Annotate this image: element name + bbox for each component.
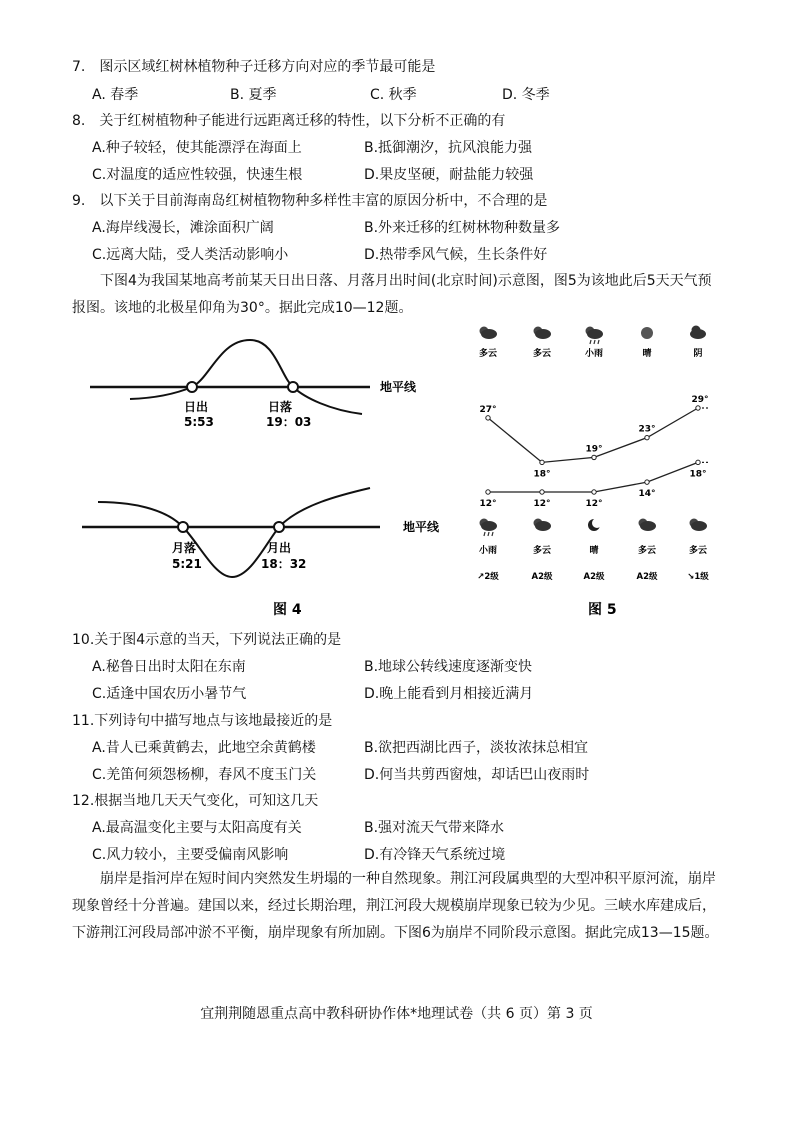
night-weather-label-4: 多云 [637, 546, 657, 556]
day-weather-icon-3 [586, 327, 604, 345]
q7-stem: 7. 图示区域红树林植物种子迁移方向对应的季节最可能是 [72, 59, 436, 75]
figure-4-caption: 图 4 [273, 602, 302, 618]
q10-option-d: D.晚上能看到月相接近满月 [364, 686, 534, 702]
q7-option-b: B. 夏季 [230, 87, 277, 103]
high-temp-label-1: 27° [479, 404, 497, 415]
night-weather-icon-2 [534, 519, 552, 532]
q11-stem: 11.下列诗句中描写地点与该地最接近的是 [72, 713, 333, 729]
high-temp-point-3 [592, 455, 596, 459]
q8-option-d: D.果皮坚硬，耐盐能力较强 [364, 167, 534, 183]
low-temp-point-4 [645, 480, 649, 484]
figure-5 [460, 320, 730, 620]
q7-option-d: D. 冬季 [502, 87, 550, 103]
moonrise-label: 月出 [267, 541, 292, 555]
night-weather-icon-5 [690, 519, 708, 532]
night-weather-label-3: 晴 [589, 546, 599, 556]
q8-option-b: B.抵御潮汐，抗风浪能力强 [364, 140, 533, 156]
q8-stem: 8. 关于红树植物种子能进行远距离迁移的特性，以下分析不正确的有 [72, 113, 506, 129]
day-weather-icon-5 [690, 326, 706, 340]
q9-option-a: A.海岸线漫长，滩涂面积广阔 [92, 220, 274, 236]
page-footer: 宜荆荆随恩重点高中教科研协作体*地理试卷（共 6 页）第 3 页 [200, 1006, 593, 1022]
moonrise-time: 18：32 [261, 557, 307, 571]
moonrise-point [274, 522, 284, 532]
q11-option-c: C.羌笛何须怨杨柳，春风不度玉门关 [92, 767, 317, 783]
wind-label-1: ↗2级 [477, 572, 499, 582]
high-temp-point-4 [645, 435, 649, 439]
low-temp-label-2: 12° [533, 499, 551, 509]
q12-option-c: C.风力较小，主要受偏南风影响 [92, 847, 289, 863]
night-weather-icon-4 [639, 519, 657, 532]
intro-10-12: 下图4为我国某地高考前某天日出日落、月落月出时间(北京时间)示意图，图5为该地此后5天天气预报图。该地的北极星仰角为30°。据此完成10—12题。 [72, 273, 712, 316]
night-weather-label-1: 小雨 [478, 546, 498, 556]
wind-label-2: A2级 [531, 572, 553, 582]
q7-option-a: A. 春季 [92, 87, 139, 103]
q8-option-a: A.种子较轻，使其能漂浮在海面上 [92, 140, 302, 156]
q9-option-b: B.外来迁移的红树林物种数量多 [364, 220, 561, 236]
day-weather-icon-1 [480, 327, 498, 340]
day-weather-icon-2 [534, 327, 552, 340]
sun-horizon-label: 地平线 [380, 380, 417, 394]
low-temp-point-5 [696, 460, 700, 464]
sun-path-curve [130, 340, 362, 414]
q7-option-c: C. 秋季 [370, 87, 417, 103]
low-temp-line [488, 462, 698, 492]
q10-stem: 10.关于图4示意的当天，下列说法正确的是 [72, 632, 342, 648]
day-weather-label-5: 阴 [693, 349, 703, 359]
night-weather-label-5: 多云 [688, 546, 708, 556]
q11-option-d: D.何当共剪西窗烛，却话巴山夜雨时 [364, 767, 590, 783]
high-temp-label-4: 23° [638, 424, 656, 435]
sunrise-label: 日出 [184, 400, 209, 414]
night-weather-icon-1 [480, 519, 498, 537]
q10-option-a: A.秘鲁日出时太阳在东南 [92, 659, 246, 675]
q10-option-c: C.适逢中国农历小暑节气 [92, 686, 247, 702]
low-temp-label-5: 18° [689, 469, 707, 480]
wind-label-4: A2级 [636, 572, 658, 582]
low-temp-point-3 [592, 490, 596, 494]
q9-stem: 9. 以下关于目前海南岛红树植物物种多样性丰富的原因分析中，不合理的是 [72, 193, 548, 209]
low-temp-label-4: 14° [638, 489, 656, 500]
intro-13-15: 崩岸是指河岸在短时间内突然发生坍塌的一种自然现象。荆江河段属典型的大型冲积平原河流，崩岸现象曾经十分普遍。建国以来，经过长期治理，荆江河段大规模崩岸现象已较为少见。三峡水库建成后，下游荆江河段局部冲淤不平衡，崩岸现象有所加剧。下图6为崩岸不同阶段示意图。据此完成13—15题。 [72, 871, 719, 941]
wind-label-3: A2级 [583, 572, 605, 582]
day-weather-label-4: 晴 [642, 349, 652, 359]
low-temp-label-1: 12° [479, 499, 497, 509]
high-temp-label-3: 19° [585, 444, 603, 455]
low-temp-label-3: 12° [585, 499, 603, 509]
wind-label-5: ↘1级 [687, 572, 709, 582]
high-temp-point-5 [696, 406, 700, 410]
sunset-label: 日落 [268, 400, 293, 414]
low-temp-point-1 [486, 490, 490, 494]
q11-option-b: B.欲把西湖比西子，淡妆浓抹总相宜 [364, 740, 589, 756]
sunset-point [288, 382, 298, 392]
high-temp-label-2: 18° [533, 469, 551, 480]
figure-5-caption: 图 5 [588, 602, 617, 618]
moon-path-curve [98, 488, 370, 577]
night-weather-label-2: 多云 [532, 546, 552, 556]
day-weather-label-2: 多云 [532, 349, 552, 359]
q10-option-b: B.地球公转线速度逐渐变快 [364, 659, 533, 675]
day-weather-label-3: 小雨 [584, 349, 604, 359]
q9-option-c: C.远离大陆，受人类活动影响小 [92, 247, 289, 263]
moonset-time: 5:21 [172, 557, 202, 571]
high-temp-point-2 [540, 460, 544, 464]
moonset-label: 月落 [172, 541, 197, 555]
night-weather-icon-3 [588, 518, 602, 531]
high-temp-label-5: 29° [691, 395, 709, 405]
q11-option-a: A.昔人已乘黄鹤去，此地空余黄鹤楼 [92, 740, 316, 756]
sunrise-time: 5:53 [184, 415, 214, 429]
q8-option-c: C.对温度的适应性较强，快速生根 [92, 167, 303, 183]
sunrise-point [187, 382, 197, 392]
q12-option-d: D.有冷锋天气系统过境 [364, 847, 506, 863]
q12-option-a: A.最高温变化主要与太阳高度有关 [92, 820, 302, 836]
high-temp-point-1 [486, 416, 490, 420]
sunset-time: 19：03 [266, 415, 312, 429]
q12-stem: 12.根据当地几天天气变化，可知这几天 [72, 793, 319, 809]
moonset-point [178, 522, 188, 532]
figure-4 [70, 320, 460, 620]
q12-option-b: B.强对流天气带来降水 [364, 820, 505, 836]
day-weather-icon-4 [641, 327, 653, 339]
low-temp-point-2 [540, 490, 544, 494]
moon-horizon-label: 地平线 [403, 520, 440, 534]
day-weather-label-1: 多云 [478, 349, 498, 359]
q9-option-d: D.热带季风气候，生长条件好 [364, 247, 548, 263]
